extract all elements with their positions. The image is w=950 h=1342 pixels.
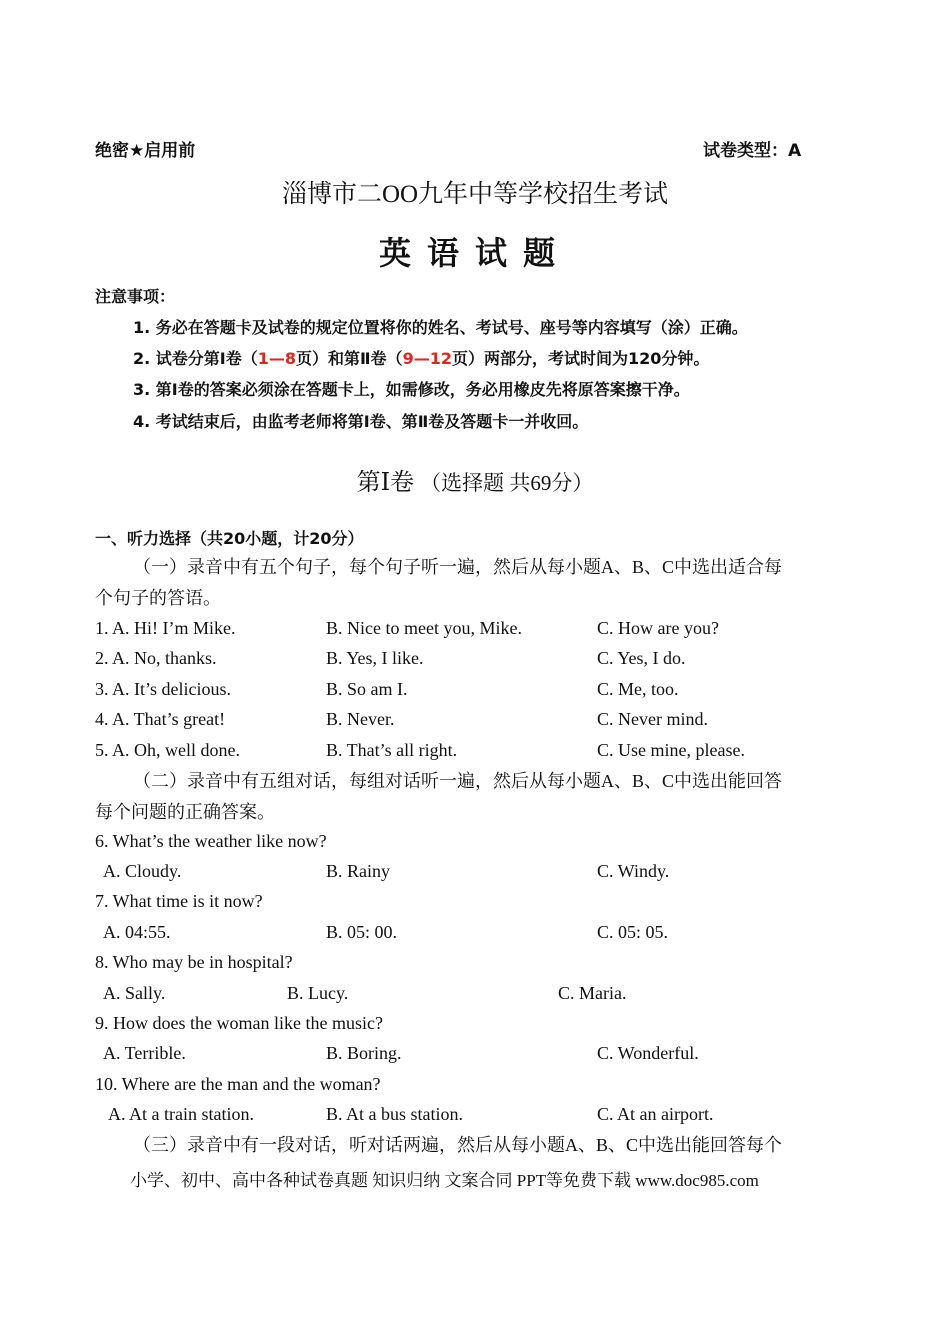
q4-option-c: C. Never mind. bbox=[597, 709, 708, 729]
q6-option-c: C. Windy. bbox=[597, 861, 670, 881]
q9-option-b: B. Boring. bbox=[326, 1043, 402, 1063]
notice-item-2 bbox=[133, 346, 709, 369]
notice-item-2-pages-1: 1—8 bbox=[257, 349, 297, 368]
q5-option-b: B. That’s all right. bbox=[326, 740, 458, 760]
q1-option-c: C. How are you? bbox=[597, 618, 719, 638]
q7-option-b: B. 05: 00. bbox=[326, 922, 398, 942]
notice-item-2-pages-2: 9—12 bbox=[402, 349, 452, 368]
q1-option-a: 1. A. Hi! I’m Mike. bbox=[95, 618, 236, 638]
q9-option-c: C. Wonderful. bbox=[597, 1043, 699, 1063]
subsection2-instruction-line1: （二）录音中有五组对话，每组对话听一遍，然后从每小题A、B、C中选出能回答 bbox=[133, 771, 783, 791]
notice-heading: 注意事项： bbox=[95, 287, 176, 306]
q4-option-a: 4. A. That’s great! bbox=[95, 709, 226, 729]
q10-option-c: C. At an airport. bbox=[597, 1104, 714, 1124]
q3-option-a: 3. A. It’s delicious. bbox=[95, 679, 231, 699]
q2-option-b: B. Yes, I like. bbox=[326, 648, 424, 668]
q8-question: 8. Who may be in hospital? bbox=[95, 952, 293, 972]
subject-title: 英语试题 bbox=[378, 234, 571, 272]
subsection1-instruction-line1: （一）录音中有五个句子，每个句子听一遍，然后从每小题A、B、C中选出适合每 bbox=[133, 557, 783, 577]
section-heading: 一、听力选择（共20小题，计20分） bbox=[95, 529, 364, 548]
q5-option-a: 5. A. Oh, well done. bbox=[95, 740, 240, 760]
q8-option-c: C. Maria. bbox=[558, 983, 627, 1003]
notice-item-1: 1. 务必在答题卡及试卷的规定位置将你的姓名、考试号、座号等内容填写（涂）正确。 bbox=[133, 318, 748, 337]
q9-question: 9. How does the woman like the music? bbox=[95, 1013, 383, 1033]
q6-option-b: B. Rainy bbox=[326, 861, 391, 881]
notice-item-4: 4. 考试结束后，由监考老师将第Ⅰ卷、第Ⅱ卷及答题卡一并收回。 bbox=[133, 412, 589, 431]
q2-option-a: 2. A. No, thanks. bbox=[95, 648, 217, 668]
q3-option-b: B. So am I. bbox=[326, 679, 408, 699]
notice-item-2-text-a: 2. 试卷分第Ⅰ卷（ bbox=[133, 349, 258, 368]
q3-option-c: C. Me, too. bbox=[597, 679, 679, 699]
subsection1-instruction-line2: 个句子的答语。 bbox=[95, 588, 221, 608]
q4-option-b: B. Never. bbox=[326, 709, 395, 729]
q7-option-c: C. 05: 05. bbox=[597, 922, 669, 942]
q5-option-c: C. Use mine, please. bbox=[597, 740, 745, 760]
q9-option-a: A. Terrible. bbox=[103, 1043, 186, 1063]
q1-option-b: B. Nice to meet you, Mike. bbox=[326, 618, 522, 638]
confidential-label: 绝密★启用前 bbox=[95, 141, 196, 161]
q7-question: 7. What time is it now? bbox=[95, 891, 263, 911]
q10-question: 10. Where are the man and the woman? bbox=[95, 1074, 381, 1094]
exam-title: 淄博市二OO九年中等学校招生考试 bbox=[281, 181, 669, 208]
part-title-main: 第Ⅰ卷 bbox=[356, 470, 415, 496]
q8-option-b: B. Lucy. bbox=[287, 983, 349, 1003]
paper-type-label: 试卷类型：A bbox=[703, 141, 802, 161]
notice-item-2-text-e: 页）两部分，考试时间为120分钟。 bbox=[451, 349, 710, 368]
part-title-subtitle: （选择题 共69分） bbox=[420, 471, 594, 495]
subsection2-instruction-line2: 每个问题的正确答案。 bbox=[95, 802, 275, 822]
q8-option-a: A. Sally. bbox=[103, 983, 166, 1003]
q6-question: 6. What’s the weather like now? bbox=[95, 831, 327, 851]
q10-option-a: A. At a train station. bbox=[108, 1104, 254, 1124]
part-title bbox=[0, 462, 950, 497]
q6-option-a: A. Cloudy. bbox=[103, 861, 182, 881]
q10-option-b: B. At a bus station. bbox=[326, 1104, 464, 1124]
notice-item-3: 3. 第Ⅰ卷的答案必须涂在答题卡上，如需修改，务必用橡皮先将原答案擦干净。 bbox=[133, 380, 690, 399]
subsection3-instruction-line1: （三）录音中有一段对话，听对话两遍，然后从每小题A、B、C中选出能回答每个 bbox=[133, 1135, 783, 1155]
q2-option-c: C. Yes, I do. bbox=[597, 648, 686, 668]
notice-item-2-text-c: 页）和第Ⅱ卷（ bbox=[296, 349, 403, 368]
q7-option-a: A. 04:55. bbox=[103, 922, 171, 942]
footer-download-notice: 小学、初中、高中各种试卷真题 知识归纳 文案合同 PPT等免费下载 www.doc985.com bbox=[130, 1171, 759, 1190]
